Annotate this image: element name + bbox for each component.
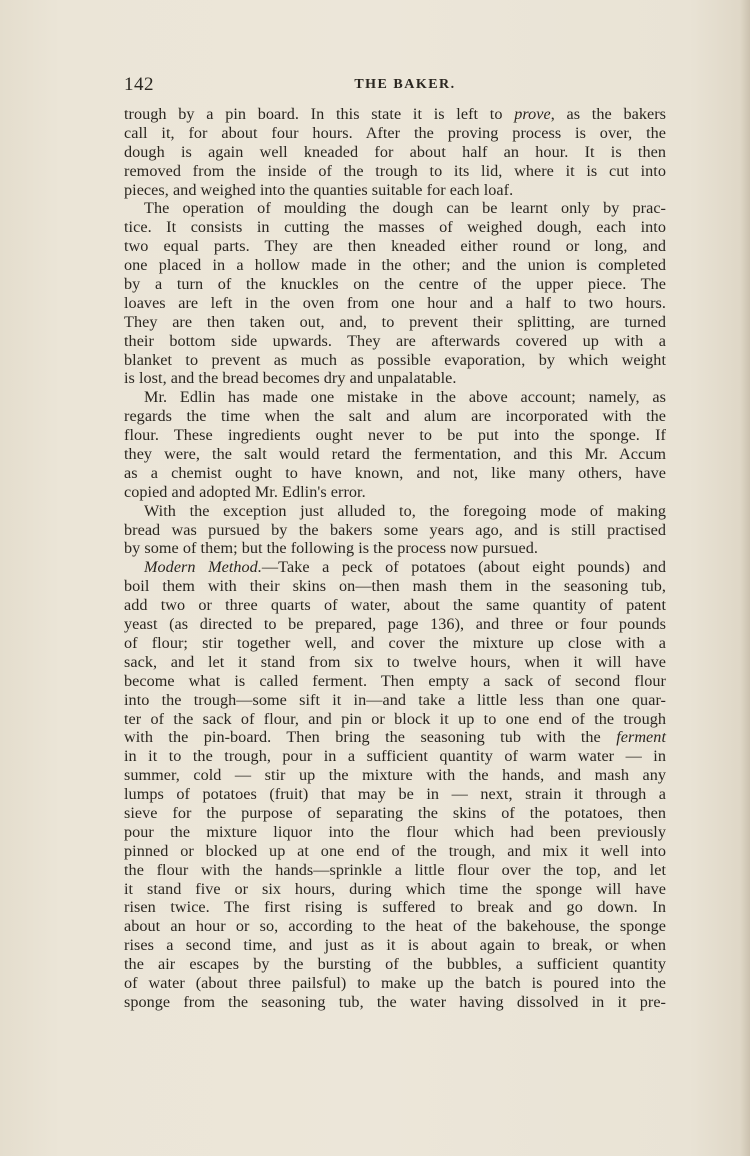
- text-line: trough by a pin board. In this state it is left to prove, as the bakers: [124, 105, 666, 123]
- text-line: pieces, and weighed into the quanties suitable for each loaf.: [124, 180, 514, 199]
- text-line: risen twice. The first rising is suffered to break and go down. In: [124, 898, 666, 917]
- text-line: lumps of potatoes (fruit) that may be in — next, strain it through a: [124, 785, 666, 804]
- text-line: of water (about three pailsful) to make up the batch is poured into the: [124, 973, 666, 992]
- text-line: their bottom side upwards. They are afterwards covered up with a: [124, 331, 666, 350]
- text-line: is lost, and the bread becomes dry and unpalatable.: [124, 369, 457, 388]
- body-text: [124, 105, 666, 1012]
- text-line: the flour with the hands—sprinkle a little flour over the top, and let: [124, 860, 666, 879]
- page-number: 142: [124, 74, 154, 95]
- text-line: pinned or blocked up at one end of the trough, and mix it well into: [124, 841, 666, 860]
- text-line: of flour; stir together well, and cover the mixture up close with a: [124, 633, 666, 652]
- text-line: sack, and let it stand from six to twelve hours, when it will have: [124, 652, 666, 671]
- text-line: two equal parts. They are then kneaded either round or long, and: [124, 237, 666, 256]
- text-line: loaves are left in the oven from one hour and a half to two hours.: [124, 293, 666, 312]
- text-line: ter of the sack of flour, and pin or block it up to one end of the trough: [124, 709, 666, 728]
- text-line: removed from the inside of the trough to its lid, where it is cut into: [124, 161, 666, 180]
- text-line: with the pin-board. Then bring the seasoning tub with the ferment: [124, 728, 666, 747]
- text-line: summer, cold — stir up the mixture with the hands, and mash any: [124, 766, 666, 785]
- text-line: tice. It consists in cutting the masses of weighed dough, each into: [124, 218, 666, 237]
- text-line: bread was pursued by the bakers some years ago, and is still practised: [124, 520, 666, 539]
- text-line: sponge from the seasoning tub, the water having dissolved in it pre-: [124, 992, 666, 1011]
- text-line: in it to the trough, pour in a sufficient quantity of warm water — in: [124, 747, 666, 766]
- text-line: blanket to prevent as much as possible evaporation, by which weight: [124, 350, 666, 369]
- text-line: one placed in a hollow made in the other; and the union is completed: [124, 256, 666, 275]
- page-header: [124, 74, 666, 100]
- text-line: With the exception just alluded to, the foregoing mode of making: [144, 501, 666, 520]
- text-line: They are then taken out, and, to prevent their splitting, are turned: [124, 312, 666, 331]
- text-line: regards the time when the salt and alum are incorporated with the: [124, 407, 666, 426]
- text-line: by some of them; but the following is the process now pursued.: [124, 539, 539, 558]
- text-line: dough is again well kneaded for about half an hour. It is then: [124, 142, 666, 161]
- text-line: they were, the salt would retard the fermentation, and this Mr. Accum: [124, 445, 666, 464]
- text-line: it stand five or six hours, during which time the sponge will have: [124, 879, 666, 898]
- text-line: about an hour or so, according to the heat of the bakehouse, the sponge: [124, 917, 666, 936]
- text-line: call it, for about four hours. After the proving process is over, the: [124, 123, 666, 142]
- text-line: flour. These ingredients ought never to be put into the sponge. If: [124, 426, 666, 445]
- text-line: Modern Method.—Take a peck of potatoes (about eight pounds) and: [144, 558, 666, 577]
- text-line: become what is called ferment. Then empty a sack of second flour: [124, 671, 666, 690]
- text-line: yeast (as directed to be prepared, page 136), and three or four pounds: [124, 615, 666, 634]
- text-line: sieve for the purpose of separating the skins of the potatoes, then: [124, 803, 666, 822]
- text-line: as a chemist ought to have known, and not, like many others, have: [124, 463, 666, 482]
- text-line: boil them with their skins on—then mash them in the seasoning tub,: [124, 577, 666, 596]
- text-line: The operation of moulding the dough can be learnt only by prac-: [144, 199, 666, 218]
- text-line: rises a second time, and just as it is about again to break, or when: [124, 936, 666, 955]
- text-line: the air escapes by the bursting of the bubbles, a sufficient quantity: [124, 955, 666, 974]
- text-line: Mr. Edlin has made one mistake in the above account; namely, as: [144, 388, 666, 407]
- text-line: by a turn of the knuckles on the centre of the upper piece. The: [124, 275, 666, 294]
- text-line: pour the mixture liquor into the flour which had been previously: [124, 822, 666, 841]
- text-line: add two or three quarts of water, about the same quantity of patent: [124, 596, 666, 615]
- text-line: into the trough—some sift it in—and take a little less than one quar-: [124, 690, 666, 709]
- page-edge-shadow: [740, 0, 750, 1156]
- text-line: copied and adopted Mr. Edlin's error.: [124, 482, 366, 501]
- running-head: THE BAKER.: [354, 77, 456, 92]
